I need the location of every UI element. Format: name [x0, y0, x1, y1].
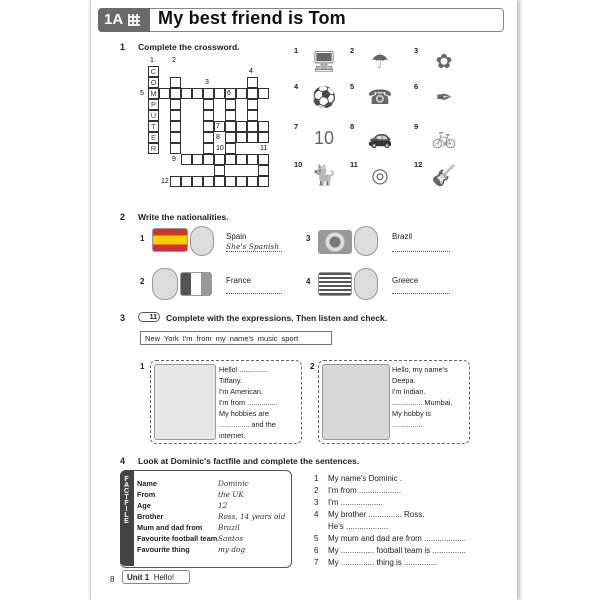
crossword-cell[interactable]: [247, 132, 258, 143]
boy-face-icon-2: [354, 226, 378, 256]
crossword-cell[interactable]: [236, 88, 247, 99]
crossword-cell[interactable]: [258, 132, 269, 143]
factfile-key: Mum and dad from: [137, 523, 203, 532]
crossword-cell[interactable]: [214, 176, 225, 187]
ex2-item2-country: France: [226, 276, 251, 285]
crossword-clue-number: 8: [216, 134, 220, 141]
crossword-clue-number: 2: [172, 57, 176, 64]
sentence-text[interactable]: My mum and dad are from ...................: [328, 534, 467, 543]
crossword-cell[interactable]: [225, 110, 236, 121]
crossword-cell[interactable]: [170, 88, 181, 99]
girl-face-icon-2: [354, 268, 378, 300]
speech-line: internet.: [219, 431, 246, 440]
factfile-key: Age: [137, 501, 151, 510]
sentence-number: 7: [314, 558, 319, 567]
france-flag-icon: [180, 272, 212, 296]
crossword-cell[interactable]: [247, 176, 258, 187]
ex1-instruction: Complete the crossword.: [138, 42, 240, 52]
sentence-number: 2: [314, 486, 319, 495]
expression-word-box: New York I'm from my name's music sport: [140, 331, 332, 345]
crossword-cell[interactable]: [258, 88, 269, 99]
factfile-key: Favourite football team: [137, 534, 218, 543]
ex2-item3-answer-line[interactable]: [392, 250, 450, 252]
number-ten-icon: 10: [313, 128, 335, 148]
crossword-cell[interactable]: [247, 154, 258, 165]
flower-icon: ✿: [435, 51, 453, 73]
crossword-clue-number: 6: [227, 90, 231, 97]
picture-number: 12: [414, 160, 423, 169]
unit-tag: 1A: [98, 8, 150, 32]
sentence-number: 6: [314, 546, 319, 555]
ex4-number: 4: [120, 456, 126, 466]
speech-line: Deepa.: [392, 376, 416, 385]
crossword-cell[interactable]: [247, 88, 258, 99]
crossword-cell[interactable]: [247, 121, 258, 132]
speech-line: Hello, my name's: [392, 365, 448, 374]
crossword-clue-number: 12: [161, 178, 169, 185]
ex2-item4-num: 4: [306, 277, 311, 286]
crossword-clue-number: 1: [150, 57, 154, 64]
computer-icon: 🖥: [311, 51, 337, 73]
brazil-flag-icon: [318, 230, 352, 254]
factfile-value: Santos: [218, 534, 244, 543]
ex2-item3-num: 3: [306, 234, 311, 243]
crossword-cell[interactable]: [181, 176, 192, 187]
crossword-cell[interactable]: [170, 143, 181, 154]
crossword-cell[interactable]: U: [148, 110, 159, 121]
speech-line: Tiffany.: [219, 376, 242, 385]
crossword-cell[interactable]: [225, 121, 236, 132]
ex3-box1-num: 1: [140, 362, 145, 371]
crossword-cell[interactable]: [214, 154, 225, 165]
ex2-item1-answer[interactable]: She's Spanish: [226, 242, 282, 252]
factfile-value: 12: [218, 501, 228, 510]
factfile-label-strip: [120, 470, 134, 566]
crossword-cell[interactable]: R: [148, 143, 159, 154]
spain-flag-icon: [152, 228, 188, 252]
sentence-text[interactable]: I'm ...................: [328, 498, 383, 507]
crossword-cell[interactable]: [203, 176, 214, 187]
ex3-instruction: Complete with the expressions. Then listen and check.: [166, 313, 388, 323]
picture-number: 7: [294, 122, 299, 131]
picture-number: 3: [414, 46, 419, 55]
egg-icon: ◎: [371, 165, 389, 187]
factfile-key: From: [137, 490, 156, 499]
footer-unit: Unit 1: [127, 573, 150, 582]
greece-flag-icon: [318, 272, 352, 296]
crossword-cell[interactable]: [203, 110, 214, 121]
ex2-instruction: Write the nationalities.: [138, 212, 229, 222]
crossword-cell[interactable]: [247, 99, 258, 110]
crossword-cell[interactable]: [159, 88, 170, 99]
speech-line: I'm Indian.: [392, 387, 426, 396]
crossword-cell[interactable]: [258, 165, 269, 176]
picture-number: 5: [350, 82, 355, 91]
picture-number: 10: [294, 160, 303, 169]
ex4-instruction: Look at Dominic's factfile and complete the sentences.: [138, 456, 360, 466]
grid-icon: [128, 14, 140, 26]
boy-face-icon: [152, 268, 178, 300]
car-icon: 🚗: [367, 127, 393, 149]
sentence-text[interactable]: My brother ............... Ross.: [328, 510, 425, 519]
crossword-cell[interactable]: [203, 88, 214, 99]
crossword-cell[interactable]: [170, 132, 181, 143]
ex1-number: 1: [120, 42, 126, 52]
crossword-clue-number: 10: [216, 145, 224, 152]
footer-unit-box: [122, 570, 190, 584]
crossword-clue-number: 7: [216, 123, 220, 130]
crossword-cell[interactable]: [225, 176, 236, 187]
girl-statue-of-liberty-picture: [154, 364, 216, 440]
ex2-item2-answer-line[interactable]: [226, 292, 282, 294]
picture-number: 4: [294, 82, 299, 91]
factfile-value: Ross, 14 years old: [218, 512, 286, 521]
factfile-value: my dog: [218, 545, 246, 554]
crossword-cell[interactable]: [181, 154, 192, 165]
page-number: 8: [110, 575, 115, 584]
picture-number: 11: [350, 160, 358, 169]
pen-icon: ✒: [435, 87, 453, 109]
crossword-cell[interactable]: [203, 121, 214, 132]
crossword-cell[interactable]: [203, 154, 214, 165]
crossword-clue-number: 4: [249, 68, 253, 75]
factfile-key: Favourite thing: [137, 545, 190, 554]
sentence-number: 1: [314, 474, 319, 483]
crossword-cell[interactable]: [170, 110, 181, 121]
picture-number: 6: [414, 82, 419, 91]
speech-line: ............... and the: [219, 420, 276, 429]
factfile-value: Brazil: [218, 523, 240, 532]
factfile-label: FACTFILE: [123, 476, 130, 524]
crossword-cell[interactable]: [181, 88, 192, 99]
crossword-cell[interactable]: [236, 176, 247, 187]
factfile-value: Dominic: [218, 479, 249, 488]
sentence-text[interactable]: My ............... football team is ...............: [328, 546, 466, 555]
football-icon: ⚽: [311, 87, 337, 109]
crossword-cell[interactable]: [203, 143, 214, 154]
ex3-box2-num: 2: [310, 362, 315, 371]
crossword-cell[interactable]: [247, 77, 258, 88]
factfile-value: the UK: [218, 490, 244, 499]
crossword-cell[interactable]: [192, 88, 203, 99]
ex2-item4-country: Greece: [392, 276, 419, 285]
ex3-text-1: [219, 364, 278, 441]
picture-number: 2: [350, 46, 355, 55]
crossword-cell[interactable]: M: [148, 88, 159, 99]
crossword-cell[interactable]: [258, 154, 269, 165]
picture-number: 1: [294, 46, 299, 55]
sentence-text[interactable]: He's ...................: [328, 522, 389, 531]
crossword-clue-number: 9: [172, 156, 176, 163]
crossword-clue-number: 3: [205, 79, 209, 86]
crossword-cell[interactable]: [170, 121, 181, 132]
crossword-cell[interactable]: C: [148, 66, 159, 77]
crossword-cell[interactable]: [236, 132, 247, 143]
factfile-key: Name: [137, 479, 157, 488]
crossword-cell[interactable]: P: [148, 99, 159, 110]
audio-track-badge[interactable]: 11: [138, 312, 160, 322]
footer-lesson: Hello!: [153, 573, 175, 582]
crossword-cell[interactable]: [225, 132, 236, 143]
ex2-item1-country: Spain: [226, 232, 247, 241]
cats-icon: 🐈: [311, 165, 337, 187]
speech-line: My hobby is: [392, 409, 431, 418]
crossword-cell[interactable]: T: [148, 121, 159, 132]
crossword-cell[interactable]: [170, 99, 181, 110]
speech-line: I'm American.: [219, 387, 263, 396]
ex2-item3-country: Brazil: [392, 232, 413, 241]
crossword-cell[interactable]: [225, 99, 236, 110]
crossword-cell[interactable]: [236, 121, 247, 132]
ex2-number: 2: [120, 212, 126, 222]
crossword-cell[interactable]: [225, 143, 236, 154]
crossword-clue-number: 5: [140, 90, 144, 97]
ex2-item2-num: 2: [140, 277, 145, 286]
sentence-number: 5: [314, 534, 319, 543]
crossword-cell[interactable]: [192, 154, 203, 165]
crossword-cell[interactable]: [192, 176, 203, 187]
crossword-cell[interactable]: E: [148, 132, 159, 143]
crossword-cell[interactable]: [258, 176, 269, 187]
crossword-cell[interactable]: [203, 99, 214, 110]
ex3-number: 3: [120, 313, 126, 323]
page-title: My best friend is Tom: [158, 8, 346, 28]
speech-line: ............... Mumbai.: [392, 398, 453, 407]
crossword-cell[interactable]: [236, 154, 247, 165]
crossword-cell[interactable]: [225, 154, 236, 165]
girl-piano-picture: [322, 364, 390, 440]
sentence-text[interactable]: My name's Dominic .: [328, 474, 402, 483]
speech-line: My hobbies are: [219, 409, 269, 418]
crossword-cell[interactable]: [170, 176, 181, 187]
sentence-number: 3: [314, 498, 319, 507]
picture-number: 8: [350, 122, 355, 131]
ex2-item1-num: 1: [140, 234, 145, 243]
sentence-number: 4: [314, 510, 319, 519]
crossword-clue-number: 11: [260, 145, 268, 152]
mobile-phone-icon: ☎: [367, 87, 393, 109]
crossword-cell[interactable]: [214, 88, 225, 99]
crossword-cell[interactable]: [203, 132, 214, 143]
crossword-cell[interactable]: [247, 110, 258, 121]
guitar-icon: 🎸: [431, 165, 457, 187]
speech-line: ...............: [392, 420, 423, 429]
picture-number: 9: [414, 122, 419, 131]
sentence-text[interactable]: I'm from ...................: [328, 486, 402, 495]
crossword-cell[interactable]: [258, 121, 269, 132]
factfile-key: Brother: [137, 512, 164, 521]
crossword-cell[interactable]: [170, 77, 181, 88]
ex2-item4-answer-line[interactable]: [392, 292, 450, 294]
speech-line: I'm from ...............: [219, 398, 278, 407]
ex3-text-2: [392, 364, 452, 430]
umbrella-icon: ☂: [371, 51, 389, 73]
speech-line: Hello! ..............: [219, 365, 269, 374]
crossword-cell[interactable]: O: [148, 77, 159, 88]
girl-face-icon: [190, 226, 214, 256]
crossword-cell[interactable]: [214, 165, 225, 176]
bicycle-icon: 🚲: [431, 127, 457, 149]
sentence-text[interactable]: My ............... thing is ...............: [328, 558, 438, 567]
